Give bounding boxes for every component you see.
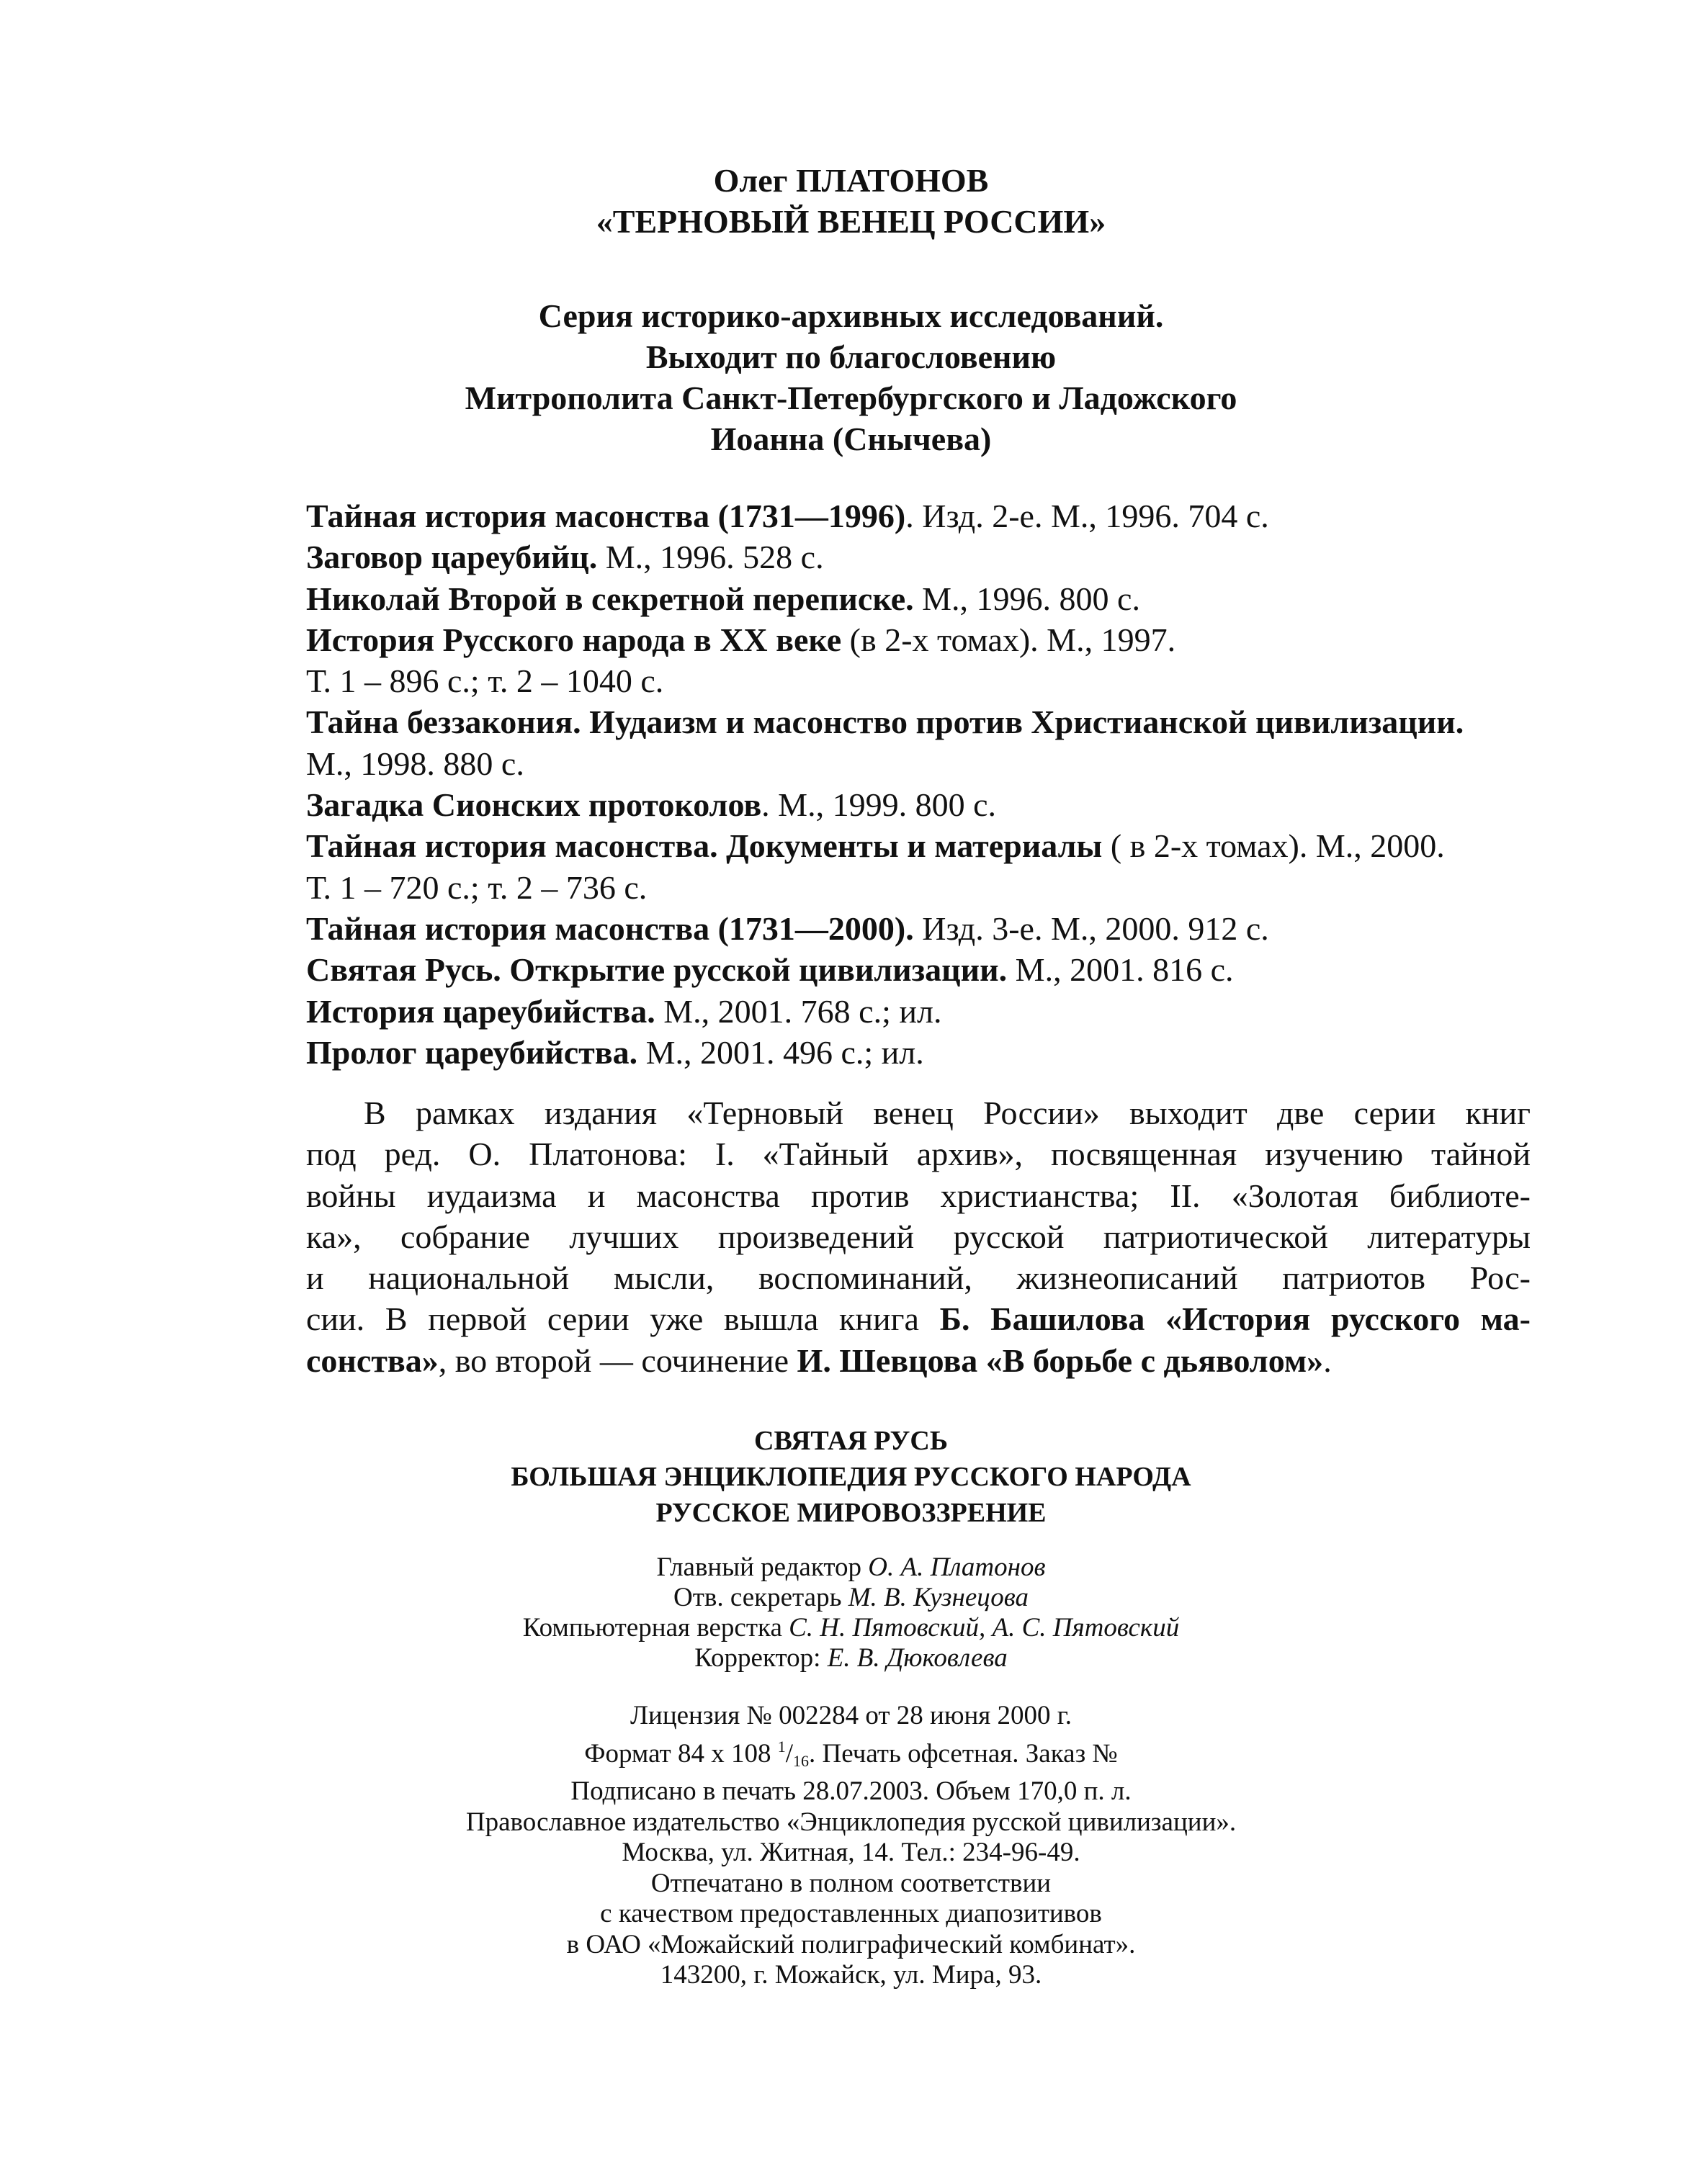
format-text: Формат 84 х 108: [584, 1738, 778, 1769]
book-list-item-title: История цареубийства.: [306, 992, 655, 1030]
printer-line: с качеством предоставленных диапозитивов: [600, 1899, 1102, 1928]
book-list-item: [306, 784, 1574, 825]
paragraph-text: .: [1323, 1342, 1332, 1379]
book-list-item: [306, 619, 1574, 660]
paragraph-line: под ред. О. Платонова: I. «Тайный архив», посвященная изучению тайной: [306, 1136, 1531, 1173]
book-list-item-details: (в 2-х томах). М., 1997.: [841, 621, 1176, 658]
credit-role: Главный редактор: [656, 1552, 869, 1582]
paragraph-line: и национальной мысли, воспоминаний, жизнеописаний патриотов Рос-: [306, 1259, 1531, 1297]
address-line: Москва, ул. Житная, 14. Тел.: 234-96-49.: [622, 1838, 1080, 1867]
credit-name: Е. В. Дюковлева: [827, 1643, 1008, 1673]
paragraph-line: ка», собрание лучших произведений русской патриотической литературы: [306, 1218, 1531, 1255]
book-list-item: [306, 991, 1574, 1032]
printer-address-line: 143200, г. Можайск, ул. Мира, 93.: [660, 1960, 1042, 1990]
credits-block: [0, 1552, 1702, 1673]
book-list-item: [306, 660, 1574, 701]
series-line: Иоанна (Снычева): [710, 421, 992, 457]
body-paragraph: [306, 1092, 1531, 1381]
series-description: [0, 295, 1702, 459]
format-fraction-numerator: 1: [777, 1737, 786, 1756]
credit-name: М. В. Кузнецова: [848, 1583, 1029, 1612]
book-list-item-details: Т. 1 – 720 с.; т. 2 – 736 с.: [306, 868, 648, 906]
book-list-item: [306, 578, 1574, 619]
format-text: . Печать офсетная. Заказ №: [809, 1738, 1118, 1769]
book-list-item-details: М., 1998. 880 с.: [306, 745, 524, 782]
book-list-item: [306, 867, 1574, 908]
credit-name: О. А. Платонов: [868, 1552, 1046, 1582]
book-list-item-title: Тайная история масонства (1731—1996): [306, 498, 906, 534]
credit-role: Компьютерная верстка: [522, 1613, 789, 1643]
signed-line: Подписано в печать 28.07.2003. Объем 170,0 п. л.: [570, 1776, 1132, 1806]
book-header: [0, 160, 1702, 242]
printer-line: Отпечатано в полном соответствии: [650, 1868, 1052, 1898]
book-list-item: [306, 701, 1574, 742]
book-list-item-title: Тайная история масонства. Документы и материалы: [306, 827, 1103, 865]
book-list-item-title: Загадка Сионских протоколов: [306, 786, 762, 824]
book-list-item: [306, 949, 1574, 990]
book-list-item-title: Тайная история масонства (1731—2000).: [306, 909, 914, 947]
book-list-item-details: М., 2001. 768 с.; ил.: [655, 992, 942, 1030]
imprint-block: [0, 1701, 1702, 1991]
credit-line: [0, 1643, 1702, 1673]
format-fraction-slash: /: [785, 1738, 793, 1769]
paragraph-text: сии. В первой серии уже вышла книга: [306, 1300, 940, 1338]
format-fraction-denominator: 16: [793, 1751, 809, 1770]
book-list-item-details: . М., 1999. 800 с.: [761, 786, 996, 824]
encyclopedia-title-line: БОЛЬШАЯ ЭНЦИКЛОПЕДИЯ РУССКОГО НАРОДА: [511, 1462, 1191, 1492]
book-list-item: [306, 536, 1574, 578]
book-list-item-details: М., 1996. 528 с.: [597, 539, 824, 576]
book-list-item-details: М., 1996. 800 с.: [913, 580, 1140, 617]
credit-line: [0, 1583, 1702, 1613]
series-line: Выходит по благословению: [645, 338, 1057, 375]
paragraph-line: [306, 1298, 1531, 1339]
encyclopedia-heading: [0, 1423, 1702, 1531]
series-line: Серия историко-архивных исследований.: [538, 297, 1164, 334]
book-list-item-title: Заговор цареубийц.: [306, 539, 598, 576]
book-list-item: [306, 743, 1574, 784]
book-list-item-title: Тайна беззакония. Иудаизм и масонство против Христианской цивилизации.: [306, 704, 1464, 741]
series-line: Митрополита Санкт-Петербургского и Ладожского: [465, 379, 1237, 416]
credit-line: [0, 1613, 1702, 1643]
paragraph-text: , во второй — сочинение: [438, 1342, 797, 1379]
printer-line: в ОАО «Можайский полиграфический комбинат».: [566, 1929, 1136, 1959]
book-list-item: [306, 908, 1574, 949]
book-list-item-details: М., 2001. 816 с.: [1007, 951, 1234, 989]
paragraph-emphasis: И. Шевцова «В борьбе с дьяволом»: [797, 1342, 1324, 1379]
format-line: [0, 1732, 1702, 1777]
book-list-item-details: Т. 1 – 896 с.; т. 2 – 1040 с.: [306, 662, 664, 700]
credit-role: Корректор:: [694, 1643, 828, 1673]
book-list: [306, 495, 1574, 1073]
book-list-item: [306, 1032, 1574, 1073]
paragraph-emphasis: Б. Башилова «История русского ма-: [939, 1300, 1531, 1338]
book-list-item-title: История Русского народа в XX веке: [306, 621, 842, 658]
book-list-item-details: ( в 2-х томах). М., 2000.: [1102, 827, 1445, 865]
book-list-item-details: Изд. 3-е. М., 2000. 912 с.: [913, 909, 1269, 947]
book-list-item-title: Николай Второй в секретной переписке.: [306, 580, 914, 617]
paragraph-emphasis: сонства»: [306, 1342, 439, 1379]
paragraph-line: [306, 1340, 1531, 1381]
publisher-line: Православное издательство «Энциклопедия русской цивилизации».: [465, 1807, 1237, 1837]
book-list-item-title: Пролог цареубийства.: [306, 1033, 638, 1071]
book-list-item: [306, 825, 1574, 866]
book-list-item-details: . Изд. 2-е. М., 1996. 704 с.: [905, 498, 1269, 534]
credit-name: С. Н. Пятовский, А. С. Пятовский: [789, 1613, 1180, 1643]
paragraph-line: В рамках издания «Терновый венец России» выходит две серии книг: [364, 1095, 1531, 1131]
credit-role: Отв. секретарь: [673, 1583, 848, 1612]
encyclopedia-title-line: РУССКОЕ МИРОВОЗЗРЕНИЕ: [655, 1498, 1047, 1528]
book-list-item-title: Святая Русь. Открытие русской цивилизации.: [306, 951, 1008, 989]
author-name: Олег ПЛАТОНОВ: [713, 162, 989, 199]
license-line: Лицензия № 002284 от 28 июня 2000 г.: [630, 1701, 1072, 1730]
paragraph-line: войны иудаизма и масонства против христианства; II. «Золотая библиоте-: [306, 1177, 1531, 1214]
encyclopedia-title-line: СВЯТАЯ РУСЬ: [754, 1426, 948, 1456]
credit-line: [0, 1552, 1702, 1583]
book-title: «ТЕРНОВЫЙ ВЕНЕЦ РОССИИ»: [596, 203, 1106, 240]
book-list-item-details: М., 2001. 496 с.; ил.: [637, 1033, 924, 1071]
book-list-item: [306, 495, 1574, 536]
